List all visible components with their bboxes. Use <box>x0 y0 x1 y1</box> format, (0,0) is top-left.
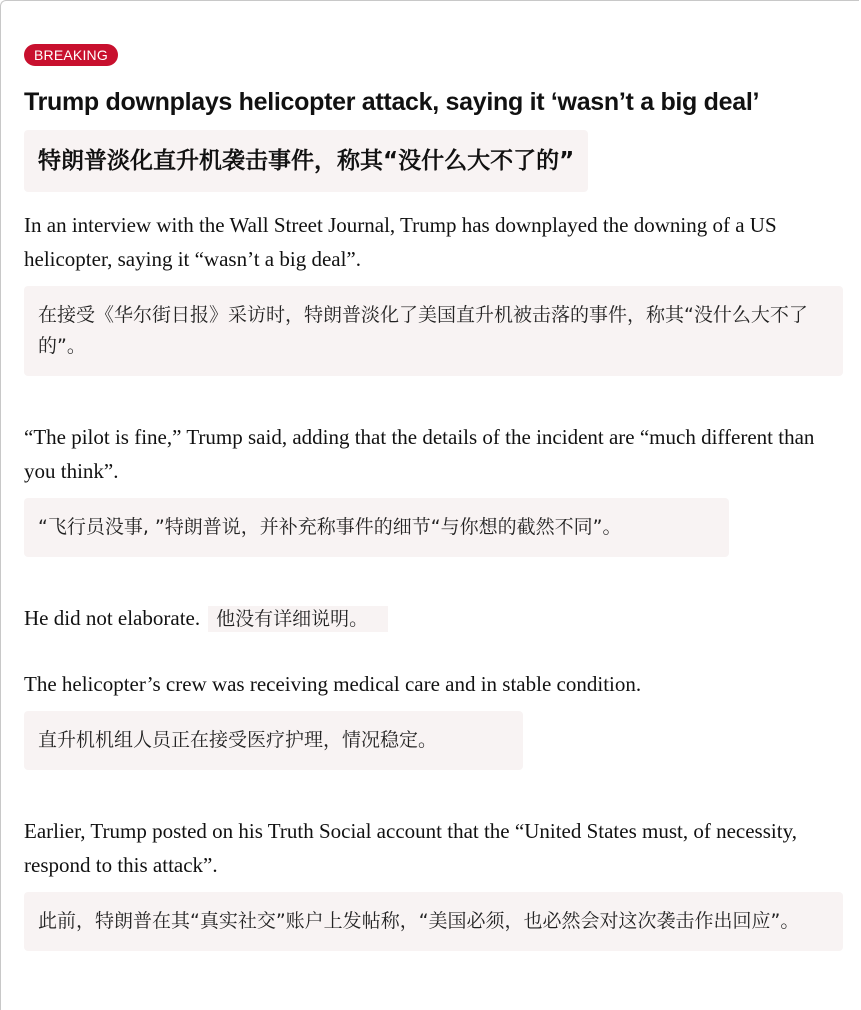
paragraph-1: In an interview with the Wall Street Journal, Trump has downplayed the downing of a US helicopter, saying it “wasn’t a big deal”. <box>24 213 777 271</box>
headline-translation: 特朗普淡化直升机袭击事件，称其“没什么大不了的” <box>24 130 588 192</box>
paragraph-4: The helicopter’s crew was receiving medical care and in stable condition. <box>24 672 642 696</box>
paragraph-1-translation: 在接受《华尔街日报》采访时，特朗普淡化了美国直升机被击落的事件，称其“没什么大不了的”。 <box>24 286 843 376</box>
paragraph-5-translation: 此前，特朗普在其“真实社交”账户上发帖称，“美国必须，也必然会对这次袭击作出回应”。 <box>24 892 843 951</box>
paragraph-2-translation: “飞行员没事, ”特朗普说，并补充称事件的细节“与你想的截然不同”。 <box>24 498 729 557</box>
paragraph-5: Earlier, Trump posted on his Truth Social account that the “United States must, of necessity, respond to this attack”. <box>24 819 797 877</box>
paragraph-2: “The pilot is fine,” Trump said, adding that the details of the incident are “much different than you think”. <box>24 425 815 483</box>
headline: Trump downplays helicopter attack, saying it ‘wasn’t a big deal’ <box>24 88 760 116</box>
paragraph-3-translation: 他没有详细说明。 <box>208 606 388 632</box>
paragraph-4-translation: 直升机机组人员正在接受医疗护理，情况稳定。 <box>24 711 523 770</box>
paragraph-3 <box>24 601 844 635</box>
breaking-badge: BREAKING <box>24 44 118 66</box>
paragraph-3-text: He did not elaborate. <box>24 606 201 630</box>
article <box>24 44 844 951</box>
